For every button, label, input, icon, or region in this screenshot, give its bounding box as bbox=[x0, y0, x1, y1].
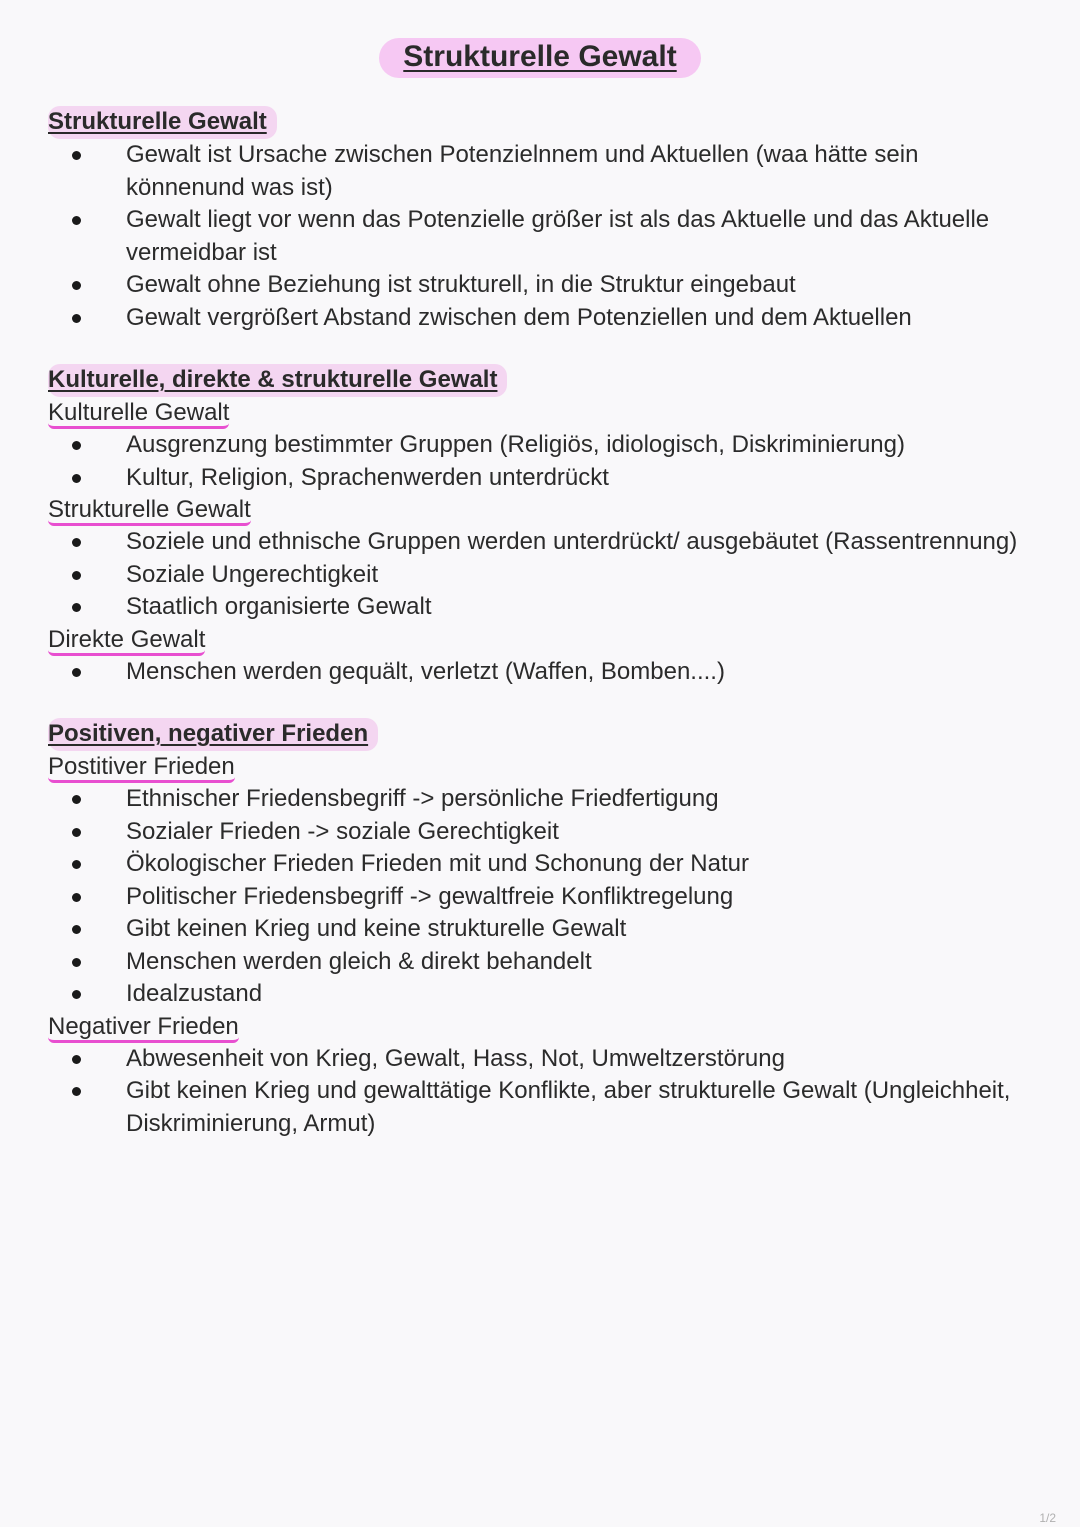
list-item-text: Ausgrenzung bestimmter Gruppen (Religiös, idiologisch, Diskriminierung) bbox=[126, 431, 905, 458]
list-item-text: Soziale Ungerechtigkeit bbox=[126, 560, 379, 588]
list-item-text: Gibt keinen Krieg und keine strukturelle Gewalt bbox=[126, 915, 627, 942]
list-item bbox=[48, 591, 1038, 624]
bullet-icon bbox=[72, 216, 81, 225]
bullet-icon bbox=[72, 990, 81, 999]
list-item bbox=[48, 429, 1038, 462]
list-item bbox=[48, 526, 1038, 559]
bullet-icon bbox=[72, 795, 81, 804]
list-item-text: Politischer Friedensbegriff -> gewaltfreie Konfliktregelung bbox=[126, 882, 734, 910]
list-item-text: Gewalt vergrößert Abstand zwischen dem Potenziellen und dem Aktuellen bbox=[126, 303, 912, 331]
list-item bbox=[48, 1043, 1038, 1076]
list-item-text: Gewalt liegt vor wenn das Potenzielle größer ist als das Aktuelle und das Aktuelle vermeidbar ist bbox=[126, 206, 990, 266]
list-item-text: Abwesenheit von Krieg, Gewalt, Hass, Not, Umweltzerstörung bbox=[126, 1044, 785, 1072]
bullet-icon bbox=[72, 668, 81, 677]
subheading-kulturelle-gewalt: Kulturelle Gewalt bbox=[48, 397, 229, 429]
page-number: 1/2 bbox=[1039, 1511, 1056, 1525]
subheading-positiver-frieden: Postitiver Frieden bbox=[48, 751, 235, 783]
section-heading: Strukturelle Gewalt bbox=[48, 106, 277, 139]
list-item bbox=[48, 816, 1038, 849]
content bbox=[48, 106, 1038, 1170]
list-item bbox=[48, 269, 1038, 302]
list-item bbox=[48, 913, 1038, 946]
list-item-text: Sozialer Frieden -> soziale Gerechtigkeit bbox=[126, 817, 559, 845]
list-item bbox=[48, 302, 1038, 335]
bullet-list bbox=[48, 1043, 1038, 1141]
list-item-text: Kultur, Religion, Sprachenwerden unterdrückt bbox=[126, 463, 609, 491]
bullet-icon bbox=[72, 828, 81, 837]
list-item bbox=[48, 946, 1038, 979]
list-item bbox=[48, 204, 1038, 269]
list-item-text: Menschen werden gleich & direkt behandelt bbox=[126, 947, 592, 975]
bullet-icon bbox=[72, 958, 81, 967]
title-wrap bbox=[0, 38, 1080, 78]
bullet-list bbox=[48, 139, 1038, 334]
bullet-icon bbox=[72, 571, 81, 580]
list-item-text: Staatlich organisierte Gewalt bbox=[126, 593, 432, 620]
list-item-text: Menschen werden gequält, verletzt (Waffen, Bomben....) bbox=[126, 657, 725, 685]
list-item bbox=[48, 978, 1038, 1011]
bullet-icon bbox=[72, 474, 81, 483]
list-item bbox=[48, 656, 1038, 689]
list-item-text: Ethnischer Friedensbegriff -> persönliche Friedfertigung bbox=[126, 785, 719, 812]
bullet-list bbox=[48, 656, 1038, 689]
bullet-icon bbox=[72, 441, 81, 450]
list-item-text: Idealzustand bbox=[126, 980, 263, 1007]
bullet-icon bbox=[72, 538, 81, 547]
bullet-icon bbox=[72, 860, 81, 869]
bullet-icon bbox=[72, 925, 81, 934]
subheading-strukturelle-gewalt: Strukturelle Gewalt bbox=[48, 494, 251, 526]
section-positiver-negativer-frieden bbox=[48, 718, 1038, 1140]
bullet-list bbox=[48, 429, 1038, 494]
section-kulturelle-direkte-strukturelle bbox=[48, 364, 1038, 688]
list-item-text: Gewalt ohne Beziehung ist strukturell, in die Struktur eingebaut bbox=[126, 271, 796, 298]
bullet-icon bbox=[72, 281, 81, 290]
bullet-icon bbox=[72, 893, 81, 902]
bullet-list bbox=[48, 526, 1038, 624]
bullet-icon bbox=[72, 603, 81, 612]
section-heading: Kulturelle, direkte & strukturelle Gewalt bbox=[48, 364, 507, 397]
subheading-direkte-gewalt: Direkte Gewalt bbox=[48, 624, 205, 656]
list-item bbox=[48, 881, 1038, 914]
section-heading: Positiven, negativer Frieden bbox=[48, 718, 378, 751]
bullet-list bbox=[48, 783, 1038, 1011]
list-item bbox=[48, 462, 1038, 495]
list-item bbox=[48, 1075, 1038, 1140]
list-item bbox=[48, 559, 1038, 592]
bullet-icon bbox=[72, 1087, 81, 1096]
bullet-icon bbox=[72, 314, 81, 323]
bullet-icon bbox=[72, 151, 81, 160]
list-item-text: Gibt keinen Krieg und gewalttätige Konflikte, aber strukturelle Gewalt (Ungleichheit, Diskriminierung, Armut) bbox=[126, 1077, 1011, 1137]
list-item bbox=[48, 139, 1038, 204]
list-item-text: Gewalt ist Ursache zwischen Potenzielnnem und Aktuellen (waa hätte sein könnenund was ist) bbox=[126, 141, 919, 201]
page-title: Strukturelle Gewalt bbox=[379, 38, 700, 78]
bullet-icon bbox=[72, 1055, 81, 1064]
section-strukturelle-gewalt bbox=[48, 106, 1038, 334]
list-item-text: Ökologischer Frieden Frieden mit und Schonung der Natur bbox=[126, 850, 749, 877]
subheading-negativer-frieden: Negativer Frieden bbox=[48, 1011, 239, 1043]
list-item bbox=[48, 848, 1038, 881]
list-item-text: Soziele und ethnische Gruppen werden unterdrückt/ ausgebäutet (Rassentrennung) bbox=[126, 528, 1018, 555]
list-item bbox=[48, 783, 1038, 816]
